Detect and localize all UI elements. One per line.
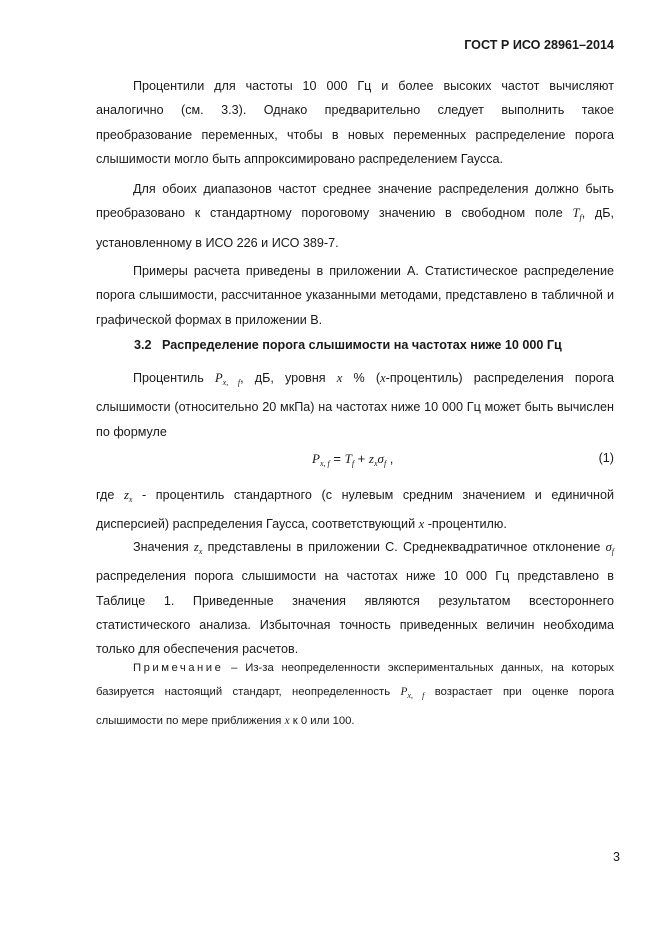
paragraph-6: Значения $z_x$ представлены в приложении С. Среднеквадратичное отклонение $\sigma_f$ распределения порога слышимости на частотах ниже 10 000 Гц представлено в Таблице 1. Приведенные значения являются результатом всестороннего статистического анализа. Избыточная точность приведенных величин необходима только для обеспечения расчетов.: [96, 540, 615, 657]
section-heading: 3.2 Распределение порога слышимости на частотах ниже 10 000 Гц: [134, 338, 562, 352]
paragraph-3: Примеры расчета приведены в приложении А. Статистическое распределение порога слышимости, рассчитанное указанными методами, представлено в табличной и графической формах в приложении В.: [96, 264, 614, 327]
note: Примечание – Из-за неопределенности экспериментальных данных, на которых базируется настоящий стандарт, неопределенность $P_{x, f}$ возрастает при оценке порога слышимости по мере приближения x к 0 или 100.: [96, 662, 614, 727]
page-number: 3: [612, 850, 620, 864]
paragraph-2: Для обоих диапазонов частот среднее значение распределения должно быть преобразовано к стандартному пороговому значению в свободном поле $T_f$, дБ, установленному в ИСО 226 и ИСО 389-7.: [96, 182, 614, 250]
note-label: Примечание: [133, 662, 224, 674]
document-header: ГОСТ Р ИСО 28961–2014: [464, 38, 614, 52]
symbol-T: T: [572, 206, 580, 221]
paragraph-1: Процентили для частоты 10 000 Гц и более высоких частот вычисляют аналогично (см. 3.3). Однако предварительно следует выполнить такое преобразование переменных, чтобы в новых переменных распределение порога слышимости могло быть аппроксимировано распределением Гаусса.: [96, 79, 614, 166]
paragraph-5: где $z_x$ - процентиль стандартного (с нулевым средним значением и единичной дисперсией) распределения Гаусса, соответствующий x -процентилю.: [96, 488, 614, 532]
paragraph-4: Процентиль $P_{x, f}$, дБ, уровня x % (x-процентиль) распределения порога слышимости (относительно 20 мкПа) на частотах ниже 10 000 Гц может быть вычислен по формуле: [96, 371, 615, 439]
formula-1: $P_{x, f} = T_f + z_x\sigma_f$ ,: [312, 451, 394, 468]
formula-number: (1): [598, 451, 614, 465]
